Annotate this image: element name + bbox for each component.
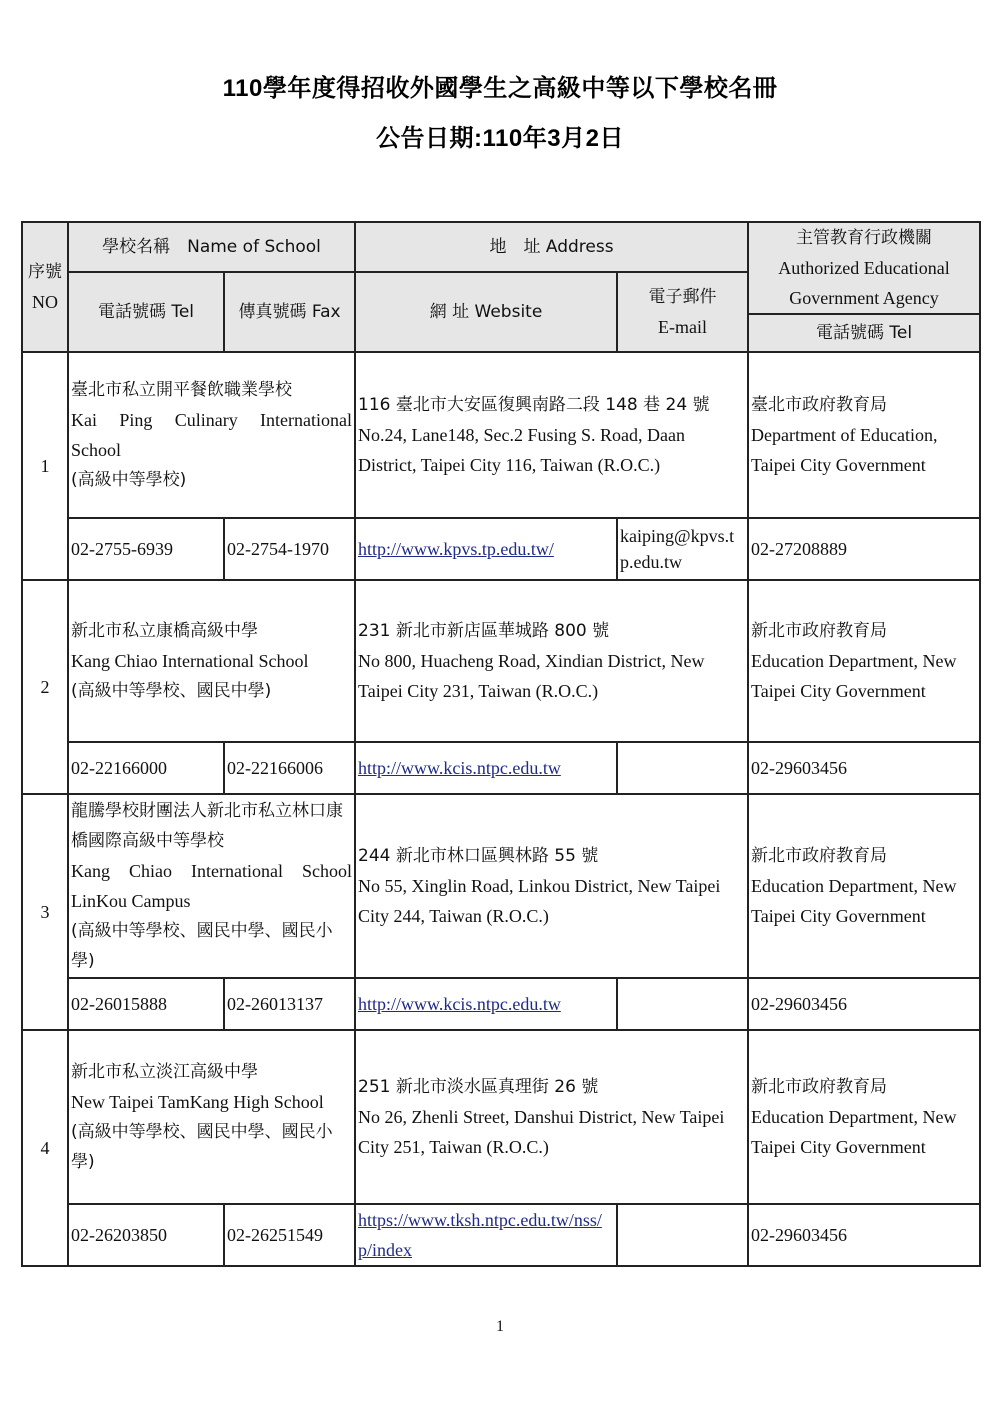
- header-email-en: E-mail: [658, 317, 708, 337]
- agency-en: Department of Education, Taipei City Government: [751, 425, 938, 475]
- school-name-zh: 新北市私立康橋高級中學: [71, 621, 258, 641]
- school-roster-table: [21, 221, 981, 1267]
- website-cell: [355, 1204, 617, 1266]
- school-level: (高級中等學校、國民中學、國民小學): [71, 1122, 333, 1172]
- header-address: 地 址 Address: [355, 222, 748, 272]
- school-name-zh: 新北市私立淡江高級中學: [71, 1062, 258, 1082]
- tel-cell: 02-26015888: [68, 978, 224, 1030]
- fax-cell: 02-26013137: [224, 978, 355, 1030]
- website-link[interactable]: http://www.kpvs.tp.edu.tw/: [358, 539, 554, 559]
- header-row-1: [22, 222, 980, 272]
- school-name-en: New Taipei TamKang High School: [71, 1092, 324, 1112]
- tel-cell: 02-22166000: [68, 742, 224, 794]
- header-website: 網 址 Website: [355, 272, 617, 352]
- agency-cell: [748, 580, 980, 742]
- school-name-cell: [68, 580, 355, 742]
- table-row: [22, 1030, 980, 1204]
- address-en: No 55, Xinglin Road, Linkou District, New Taipei City 244, Taiwan (R.O.C.): [358, 876, 721, 926]
- agency-tel-cell: 02-29603456: [748, 1204, 980, 1266]
- fax-cell: 02-22166006: [224, 742, 355, 794]
- agency-tel-cell: 02-27208889: [748, 518, 980, 580]
- website-link[interactable]: http://www.kcis.ntpc.edu.tw: [358, 994, 561, 1014]
- announcement-date: 公告日期:110年3月2日: [376, 125, 624, 152]
- agency-zh: 新北市政府教育局: [751, 1077, 888, 1097]
- website-link[interactable]: http://www.kcis.ntpc.edu.tw: [358, 758, 561, 778]
- header-school-name: 學校名稱 Name of School: [68, 222, 355, 272]
- header-email-zh: 電子郵件: [648, 287, 717, 307]
- address-zh: 251 新北市淡水區真理街 26 號: [358, 1077, 599, 1097]
- header-fax: 傳真號碼 Fax: [224, 272, 355, 352]
- school-name-zh: 龍騰學校財團法人新北市私立林口康橋國際高級中等學校: [71, 801, 343, 851]
- row-number: 3: [22, 794, 68, 1030]
- school-level: (高級中等學校): [71, 470, 187, 490]
- table-row: [22, 580, 980, 742]
- address-zh: 231 新北市新店區華城路 800 號: [358, 621, 610, 641]
- school-name-en: Kang Chiao International School LinKou Campus: [71, 861, 353, 911]
- fax-cell: 02-26251549: [224, 1204, 355, 1266]
- school-name-zh: 臺北市私立開平餐飲職業學校: [71, 380, 292, 400]
- agency-zh: 新北市政府教育局: [751, 846, 888, 866]
- school-name-cell: [68, 1030, 355, 1204]
- agency-en: Education Department, New Taipei City Government: [751, 876, 957, 926]
- school-level: (高級中等學校、國民中學、國民小學): [71, 921, 333, 971]
- header-tel: 電話號碼 Tel: [68, 272, 224, 352]
- agency-en: Education Department, New Taipei City Government: [751, 651, 957, 701]
- row-number: 1: [22, 352, 68, 580]
- header-agency-tel: 電話號碼 Tel: [748, 314, 980, 352]
- header-no: [22, 222, 68, 352]
- table-row-contact: [22, 518, 980, 580]
- document-title: 110學年度得招收外國學生之高級中等以下學校名冊: [222, 75, 778, 102]
- address-zh: 244 新北市林口區興林路 55 號: [358, 846, 599, 866]
- header-agency: [748, 222, 980, 314]
- address-en: No 800, Huacheng Road, Xindian District, New Taipei City 231, Taiwan (R.O.C.): [358, 651, 705, 701]
- address-zh: 116 臺北市大安區復興南路二段 148 巷 24 號: [358, 395, 710, 415]
- school-level: (高級中等學校、國民中學): [71, 681, 272, 701]
- address-cell: [355, 794, 748, 978]
- address-cell: [355, 1030, 748, 1204]
- email-cell: [617, 1204, 748, 1266]
- table-row-contact: [22, 1204, 980, 1266]
- row-number: 4: [22, 1030, 68, 1266]
- table-row: [22, 794, 980, 978]
- website-cell: [355, 518, 617, 580]
- address-en: No.24, Lane148, Sec.2 Fusing S. Road, Daan District, Taipei City 116, Taiwan (R.O.C.): [358, 425, 685, 475]
- table-row-contact: [22, 742, 980, 794]
- tel-cell: 02-26203850: [68, 1204, 224, 1266]
- school-name-en: Kai Ping Culinary International School: [71, 410, 353, 460]
- agency-tel-cell: 02-29603456: [748, 742, 980, 794]
- page-number: 1: [496, 1318, 504, 1335]
- email-cell: [617, 978, 748, 1030]
- tel-cell: 02-2755-6939: [68, 518, 224, 580]
- header-agency-en-1: Authorized Educational: [778, 258, 950, 278]
- header-no-zh: 序號: [28, 262, 62, 282]
- address-en: No 26, Zhenli Street, Danshui District, New Taipei City 251, Taiwan (R.O.C.): [358, 1107, 725, 1157]
- header-agency-zh: 主管教育行政機關: [796, 228, 933, 248]
- fax-cell: 02-2754-1970: [224, 518, 355, 580]
- agency-cell: [748, 352, 980, 518]
- header-email: [617, 272, 748, 352]
- school-name-cell: [68, 794, 355, 978]
- table-row-contact: [22, 978, 980, 1030]
- email-cell: kaiping@kpvs.tp.edu.tw: [617, 518, 748, 580]
- address-cell: [355, 352, 748, 518]
- email-cell: [617, 742, 748, 794]
- agency-cell: [748, 794, 980, 978]
- header-agency-en-2: Government Agency: [789, 288, 939, 308]
- website-cell: [355, 978, 617, 1030]
- agency-zh: 臺北市政府教育局: [751, 395, 888, 415]
- agency-en: Education Department, New Taipei City Government: [751, 1107, 957, 1157]
- agency-tel-cell: 02-29603456: [748, 978, 980, 1030]
- school-name-cell: [68, 352, 355, 518]
- table-row: [22, 352, 980, 518]
- row-number: 2: [22, 580, 68, 794]
- website-cell: [355, 742, 617, 794]
- header-no-en: NO: [32, 292, 58, 312]
- agency-zh: 新北市政府教育局: [751, 621, 888, 641]
- address-cell: [355, 580, 748, 742]
- website-link[interactable]: https://www.tksh.ntpc.edu.tw/nss/p/index: [358, 1210, 602, 1260]
- school-name-en: Kang Chiao International School: [71, 651, 309, 671]
- agency-cell: [748, 1030, 980, 1204]
